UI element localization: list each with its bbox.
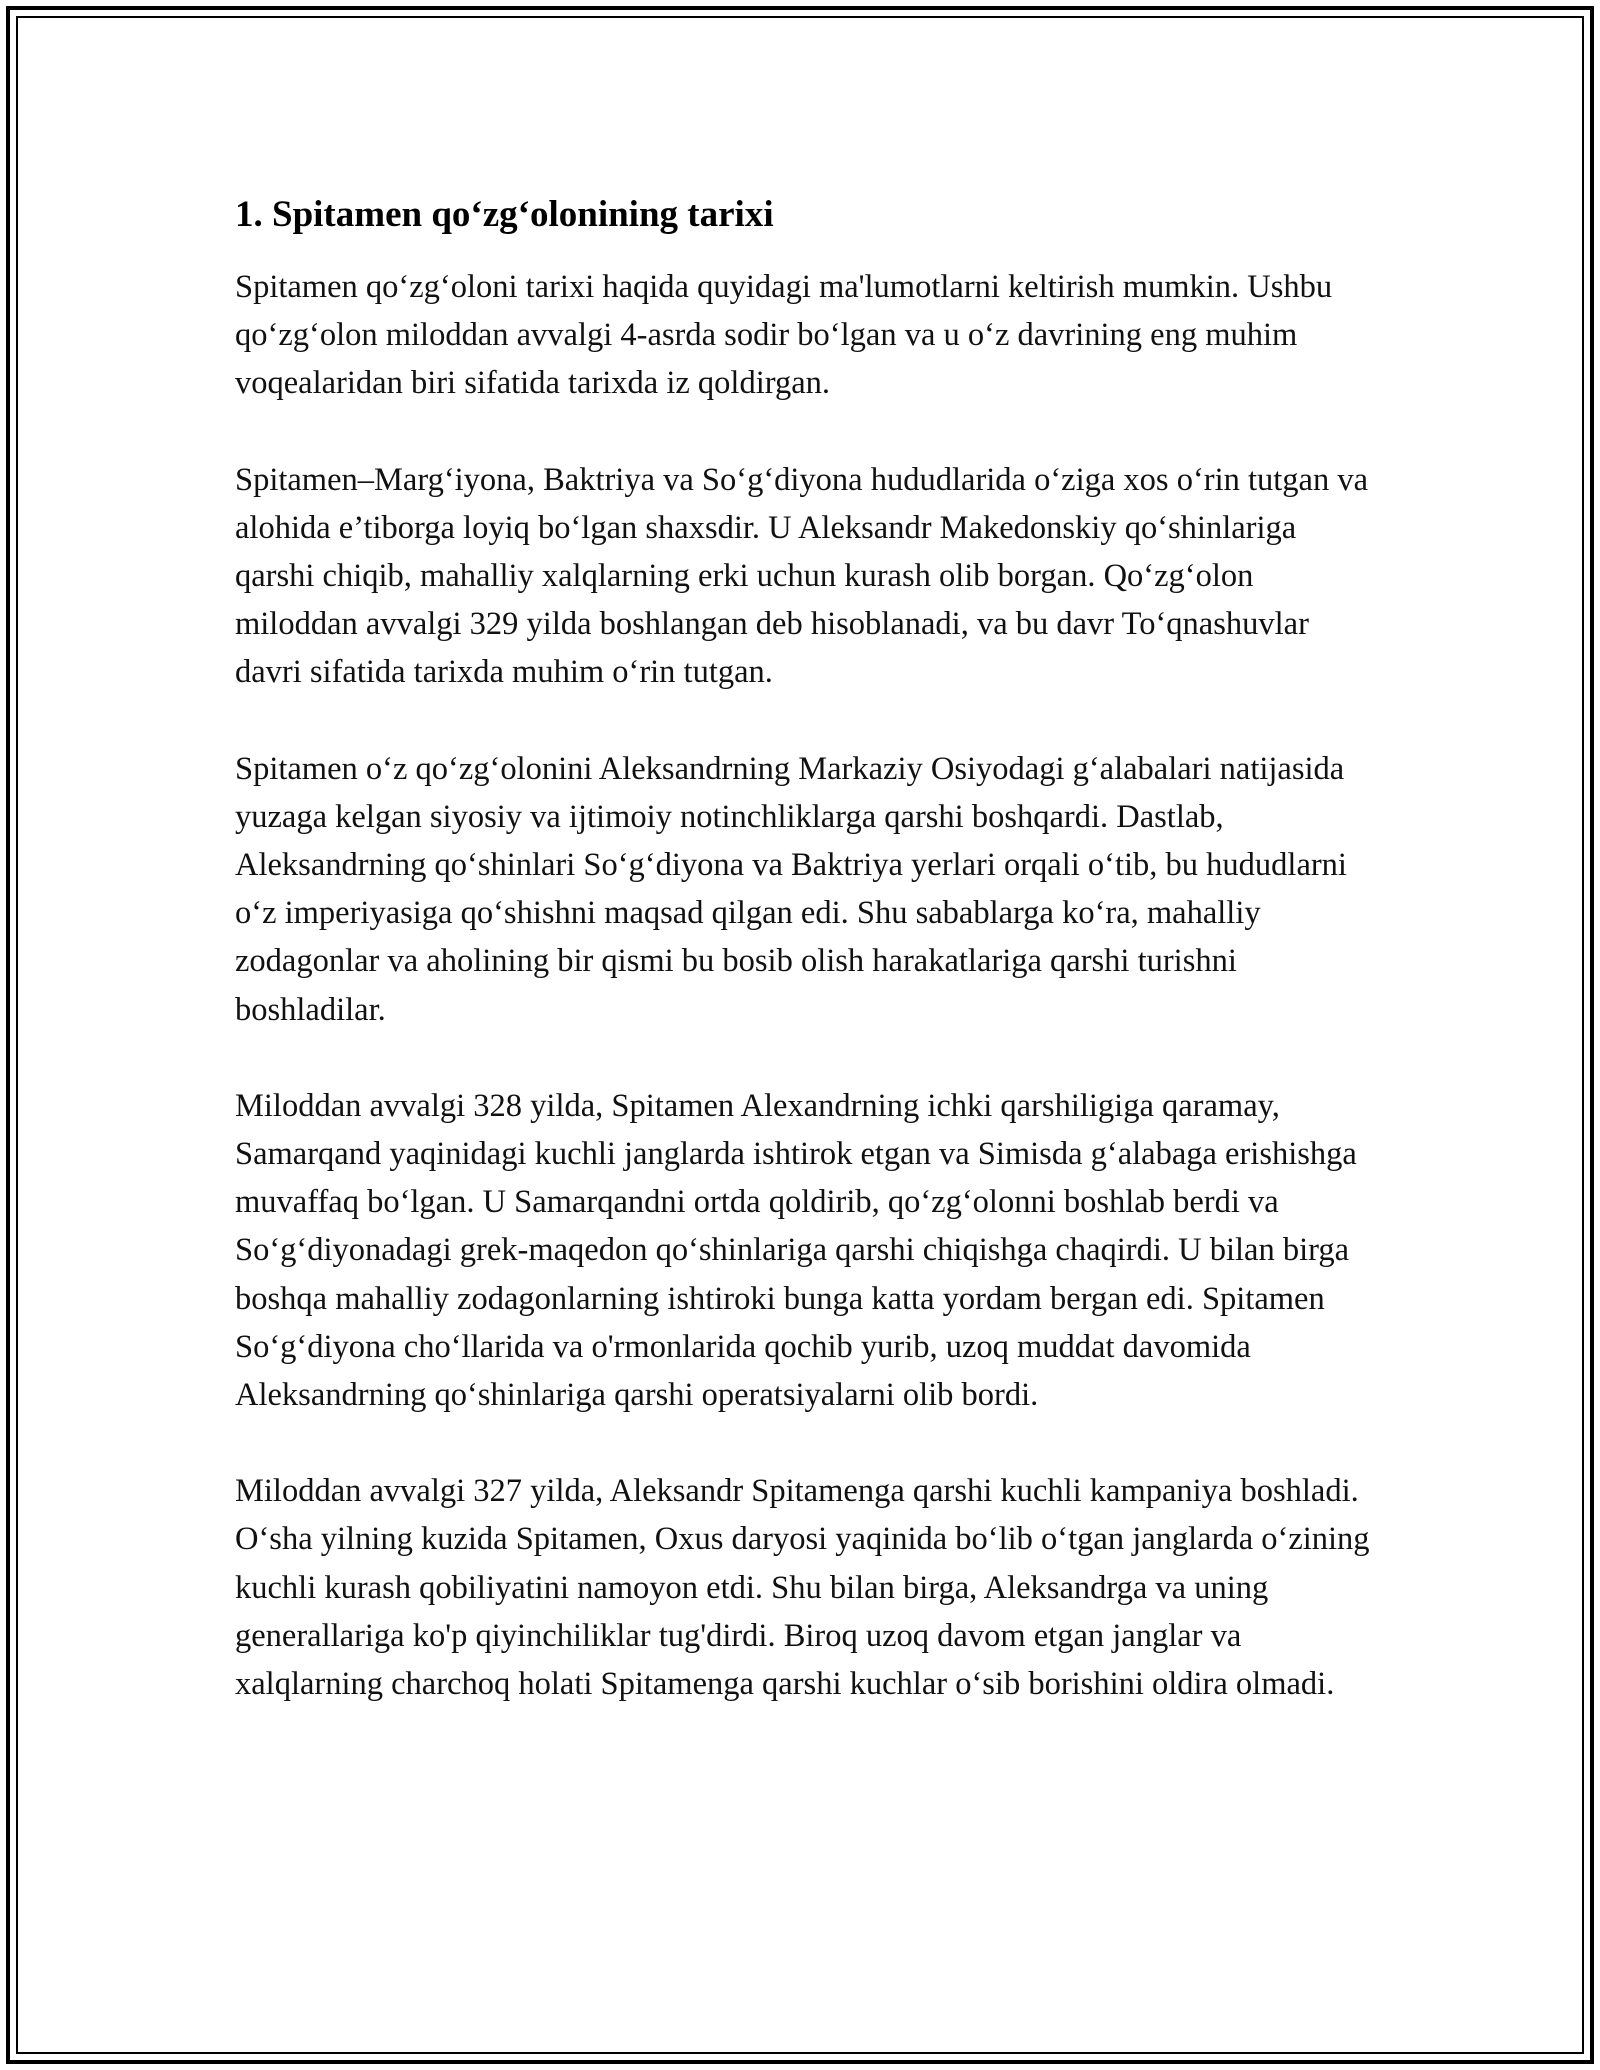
paragraph-4: Miloddan avvalgi 328 yilda, Spitamen Alexandrning ichki qarshiligiga qaramay, Samarqand yaqinidagi kuchli janglarda ishtirok etgan va Simisda g‘alabaga erishishga muvaffaq bo‘lgan. U Samarqandni ortda qoldirib, qo‘zg‘olonni boshlab berdi va So‘g‘diyonadagi grek-maqedon qo‘shinlariga qarshi chiqishga chaqirdi. U bilan birga boshqa mahalliy zodagonlarning ishtiroki bunga katta yordam bergan edi. Spitamen So‘g‘diyona cho‘llarida va o'rmonlarida qochib yurib, uzoq muddat davomida Aleksandrning qo‘shinlariga qarshi operatsiyalarni olib bordi. [235,1087,1357,1414]
paragraph-2: Spitamen–Marg‘iyona, Baktriya va So‘g‘diyona hududlarida o‘ziga xos o‘rin tutgan va alohida e’tiborga loyiq bo‘lgan shaxsdir. U Aleksandr Makedonskiy qo‘shinlariga qarshi chiqib, mahalliy xalqlarning erki uchun kurash olib borgan. Qo‘zg‘olon miloddan avvalgi 329 yilda boshlangan deb hisoblanadi, va bu davr To‘qnashuvlar davri sifatida tarixda muhim o‘rin tutgan. [235,461,1369,691]
paragraph-5: Miloddan avvalgi 327 yilda, Aleksandr Spitamenga qarshi kuchli kampaniya boshladi. O‘sha yilning kuzida Spitamen, Oxus daryosi yaqinida bo‘lib o‘tgan janglarda o‘zining kuchli kurash qobiliyatini namoyon etdi. Shu bilan birga, Aleksandrga va uning generallariga ko'p qiyinchiliklar tug'dirdi. Biroq uzoq davom etgan janglar va xalqlarning charchoq holati Spitamenga qarshi kuchlar o‘sib borishini oldira olmadi. [235,1473,1370,1703]
paragraph-1: Spitamen qo‘zg‘oloni tarixi haqida quyidagi ma'lumotlarni keltirish mumkin. Ushbu qo‘zg‘olon miloddan avvalgi 4-asrda sodir bo‘lgan va u o‘z davrining eng muhim voqealaridan biri sifatida tarixda iz qoldirgan. [235,269,1333,402]
document-body [235,180,1375,1756]
paragraph-3: Spitamen o‘z qo‘zg‘olonini Aleksandrning Markaziy Osiyodagi g‘alabalari natijasida yuzaga kelgan siyosiy va ijtimoiy notinchliklarga qarshi boshqardi. Dastlab, Aleksandrning qo‘shinlari So‘g‘diyona va Baktriya yerlari orqali o‘tib, bu hududlarni o‘z imperiyasiga qo‘shishni maqsad qilgan edi. Shu sabablarga ko‘ra, mahalliy zodagonlar va aholining bir qismi bu bosib olish harakatlariga qarshi turishni boshladilar. [235,750,1347,1028]
document-title: 1. Spitamen qo‘zg‘olonining tarixi [235,194,774,235]
